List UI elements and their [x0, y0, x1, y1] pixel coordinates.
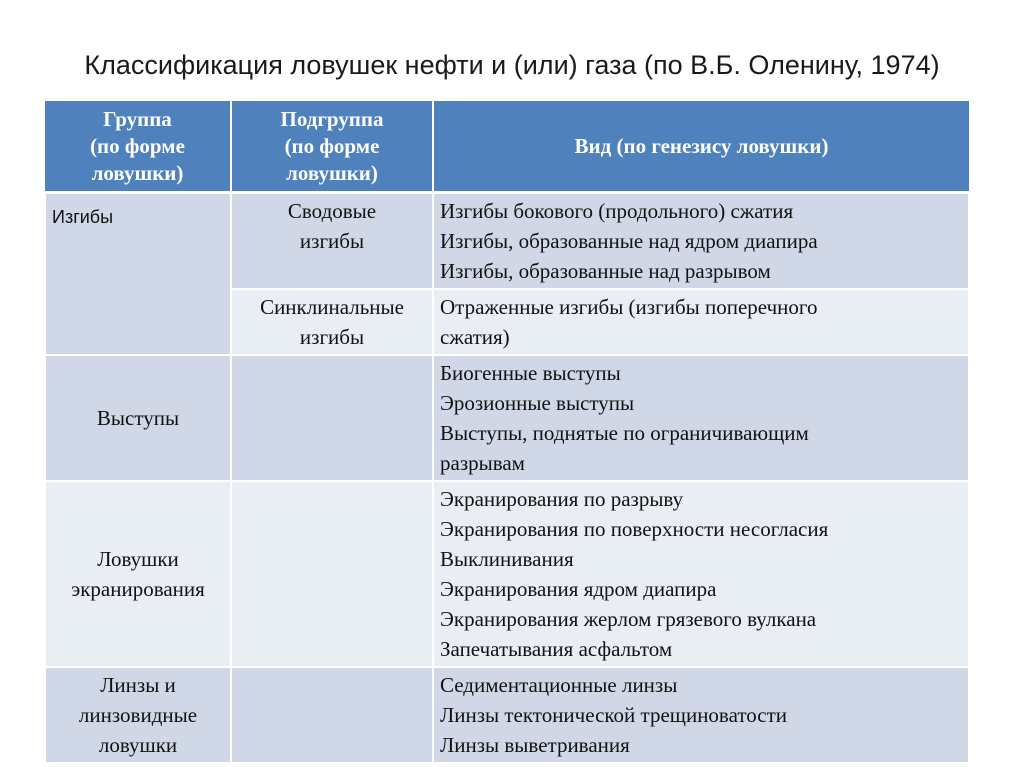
header-subgroup-line: Подгруппа	[280, 106, 384, 131]
header-subgroup-line: ловушки)	[286, 160, 378, 185]
header-group	[45, 101, 231, 193]
header-group-line: ловушки)	[91, 160, 184, 185]
type-item: Изгибы бокового (продольного) сжатия	[440, 199, 794, 223]
subgroup-cell	[231, 193, 433, 290]
subgroup-line: Синклинальные	[260, 295, 404, 319]
slide-title: Классификация ловушек нефти и (или) газа (по В.Б. Оленину, 1974)	[84, 50, 940, 80]
table-header-row	[45, 101, 969, 193]
header-subgroup-line: (по форме	[284, 133, 380, 158]
type-item: разрывам	[440, 451, 525, 475]
group-line: линзовидные	[78, 703, 198, 727]
group-cell	[45, 667, 231, 763]
types-cell	[433, 193, 969, 290]
type-item: Экранирования по поверхности несогласия	[440, 517, 829, 541]
type-item: Экранирования жерлом грязевого вулкана	[440, 607, 817, 631]
subgroup-cell	[231, 289, 433, 355]
type-item: Эрозионные выступы	[440, 391, 635, 415]
group-cell: Изгибы	[45, 193, 231, 356]
subgroup-line: изгибы	[299, 229, 365, 253]
type-item: Линзы выветривания	[440, 733, 630, 757]
subgroup-line: Сводовые	[287, 199, 377, 223]
header-type: Вид (по генезису ловушки)	[433, 101, 969, 193]
type-item: Выступы, поднятые по ограничивающим	[440, 421, 809, 445]
group-line: Линзы и	[100, 673, 176, 697]
type-item: Отраженные изгибы (изгибы поперечного	[440, 295, 818, 319]
group-line: Ловушки	[97, 547, 179, 571]
type-item: Изгибы, образованные над разрывом	[440, 259, 771, 283]
table-row	[45, 667, 969, 763]
type-item: Экранирования ядром диапира	[440, 577, 717, 601]
table-row	[45, 193, 969, 290]
subgroup-cell-empty	[231, 355, 433, 481]
header-group-line: (по форме	[90, 133, 185, 158]
table-row	[45, 355, 969, 481]
subgroup-line: изгибы	[299, 325, 365, 349]
group-cell	[45, 355, 231, 481]
types-cell	[433, 481, 969, 667]
type-item: Линзы тектонической трещиноватости	[440, 703, 788, 727]
type-item: Экранирования по разрыву	[440, 487, 684, 511]
subgroup-cell-empty	[231, 481, 433, 667]
types-cell	[433, 289, 969, 355]
group-line: экранирования	[71, 577, 205, 601]
type-item: Выклинивания	[440, 547, 574, 571]
group-cell	[45, 481, 231, 667]
group-line: ловушки	[98, 733, 178, 757]
type-item: сжатия)	[440, 325, 510, 349]
type-item: Запечатывания асфальтом	[440, 637, 673, 661]
header-group-line: Группа	[103, 106, 172, 131]
header-subgroup	[231, 101, 433, 193]
subgroup-cell-empty	[231, 667, 433, 763]
types-cell	[433, 667, 969, 763]
types-cell	[433, 355, 969, 481]
type-item: Изгибы, образованные над ядром диапира	[440, 229, 818, 253]
type-item: Седиментационные линзы	[440, 673, 678, 697]
group-line: Выступы	[96, 406, 180, 430]
table-row	[45, 481, 969, 667]
classification-table	[44, 101, 970, 764]
type-item: Биогенные выступы	[440, 361, 621, 385]
